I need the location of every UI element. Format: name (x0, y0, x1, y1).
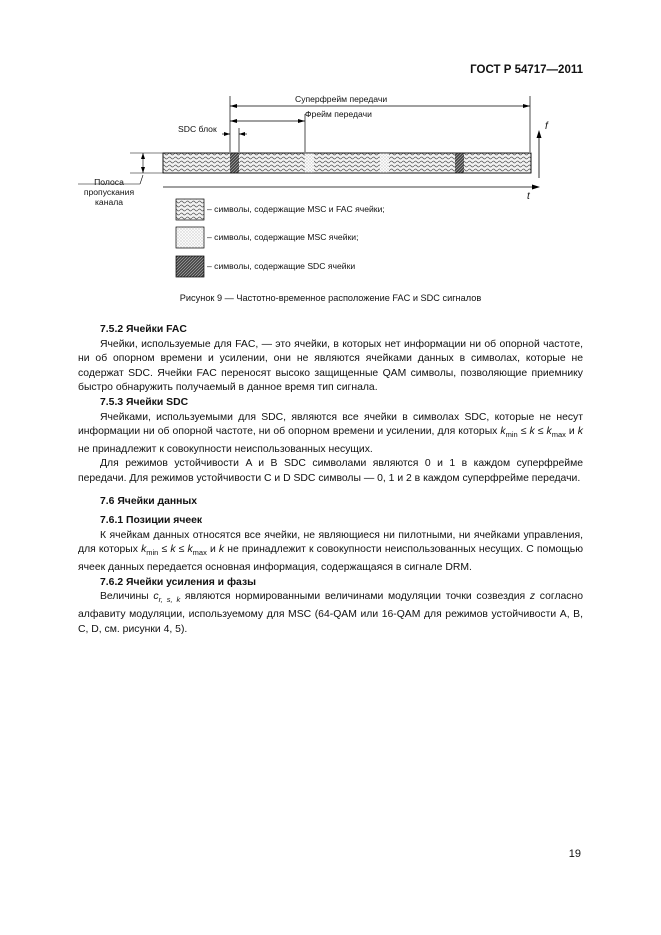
time-frequency-diagram (0, 0, 661, 300)
legend-text-msc: – символы, содержащие MSC ячейки; (207, 232, 359, 242)
band-label: Полоса пропускания канала (83, 177, 135, 207)
msc-symbol-1 (305, 153, 314, 173)
time-axis-label: t (527, 191, 530, 202)
document-code: ГОСТ Р 54717—2011 (470, 64, 583, 76)
legend-swatch-sdc (176, 256, 204, 277)
figure-caption: Рисунок 9 — Частотно-временное расположение FAC и SDC сигналов (179, 293, 482, 303)
body-text (78, 323, 583, 637)
figure-9 (0, 0, 661, 303)
legend-text-msc-fac: – символы, содержащие MSC и FAC ячейки; (207, 204, 385, 214)
section-7-5-2-paragraph: Ячейки, используемые для FAC, — это ячейки, в которых нет информации ни об опорной частоте, ни об опорном времени и усилении, они не являются ячейками данных в символах, которые не содержат SDC. Ячейки FAC переносят высоко защищенные QAM символы, позволяющие приемнику быстро обнаружить получаемый в данное время тип сигнала. (78, 338, 583, 394)
superframe-label: Суперфрейм передачи (295, 94, 388, 104)
section-7-6-1-paragraph: К ячейкам данных относятся все ячейки, не являющиеся ни пилотными, ни ячейками управления, для которых $k_{min} \le k \le k_{max}$ и k не принадлежит к совокупности неиспользованных несущих. С помощью ячеек данных передается основная информация, содержащаяся в сигнале DRM. (78, 529, 584, 574)
section-7-5-3-paragraph-1: Ячейками, используемыми для SDC, являются все ячейки в символах SDC, которые не несут информации ни об опорной частоте, ни об опорном времени и усилении, для которых $k_{min} \le k \le k_{max}$ и k не принадлежит к совокупности неиспользованных несущих. (78, 411, 583, 455)
legend-swatch-msc-fac (176, 199, 204, 220)
sdc-block-label: SDC блок (178, 124, 217, 134)
section-7-5-3-paragraph-2: Для режимов устойчивости A и B SDC символами являются 0 и 1 в каждом суперфрейме передачи. Для режимов устойчивости C и D SDC символы — 0, 1 и 2 в каждом суперфрейме передачи. (78, 458, 583, 485)
sdc-symbol-2 (455, 153, 464, 173)
page-number: 19 (568, 848, 581, 860)
signal-strip (163, 153, 531, 173)
frame-label: Фрейм передачи (305, 109, 372, 119)
frequency-axis-label: f (545, 121, 548, 132)
section-7-6-2-title: 7.6.2 Ячейки усиления и фазы (100, 576, 256, 588)
section-7-6-1-title: 7.6.1 Позиции ячеек (100, 515, 203, 527)
section-7-5-3-title: 7.5.3 Ячейки SDC (100, 396, 189, 408)
section-7-6-title: 7.6 Ячейки данных (100, 495, 198, 507)
legend-text-sdc: – символы, содержащие SDC ячейки (207, 261, 356, 271)
msc-symbol-2 (380, 153, 389, 173)
section-7-6-2-paragraph: Величины $c_{r, s, k}$ являются нормированными величинами модуляции точки созвездия z согласно алфавиту модуляции, используемому для MSC (64-QAM или 16-QAM для режимов устойчивости A, B, C, D, см. рисунки 4, 5). (78, 591, 583, 635)
sdc-symbol-1 (230, 153, 239, 173)
legend-swatch-msc (176, 227, 204, 248)
section-7-5-2-title: 7.5.2 Ячейки FAC (100, 324, 187, 335)
